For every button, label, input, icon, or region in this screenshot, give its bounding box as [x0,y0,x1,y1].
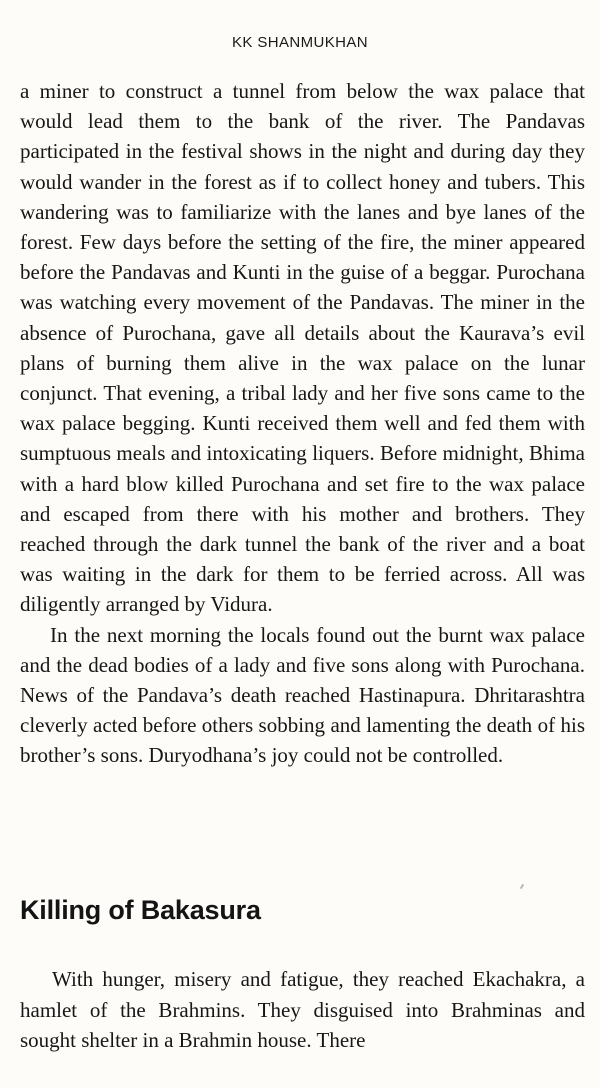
print-speck [520,884,524,889]
section-paragraph-1: With hunger, misery and fatigue, they reached Ekachakra, a hamlet of the Brahmins. They disguised into Brahminas and sought shelter in a Brahmin house. There [20,967,585,1052]
body-text [20,76,585,771]
section-heading: Killing of Bakasura [20,895,261,925]
paragraph-1: a miner to construct a tunnel from below the wax palace that would lead them to the bank of the river. The Pandavas participated in the festival shows in the night and during day they would wander in the forest as if to collect honey and tubers. This wandering was to familiarize with the lanes and bye lanes of the forest. Few days before the setting of the fire, the miner appeared before the Pandavas and Kunti in the guise of a beggar. Purochana was watching every movement of the Pandavas. The miner in the absence of Purochana, gave all details about the Kaurava’s evil plans of burning them alive in the wax palace on the lunar conjunct. That evening, a tribal lady and her five sons came to the wax palace begging. Kunti received them well and fed them with sumptuous meals and intoxicating liquers. Before midnight, Bhima with a hard blow killed Purochana and set fire to the wax palace and escaped from there with his mother and brothers. They reached through the dark tunnel the bank of the river and a boat was waiting in the dark for them to be ferried across. All was diligently arranged by Vidura. [20,79,585,617]
running-header: KK SHANMUKHAN [231,34,369,51]
paragraph-2: In the next morning the locals found out the burnt wax palace and the dead bodies of a lady and five sons along with Purochana. News of the Pandava’s death reached Hastinapura. Dhritarashtra cleverly acted before others sobbing and lamenting the death of his brother’s sons. Duryodhana’s joy could not be controlled. [20,622,585,768]
section-body [20,964,585,1056]
